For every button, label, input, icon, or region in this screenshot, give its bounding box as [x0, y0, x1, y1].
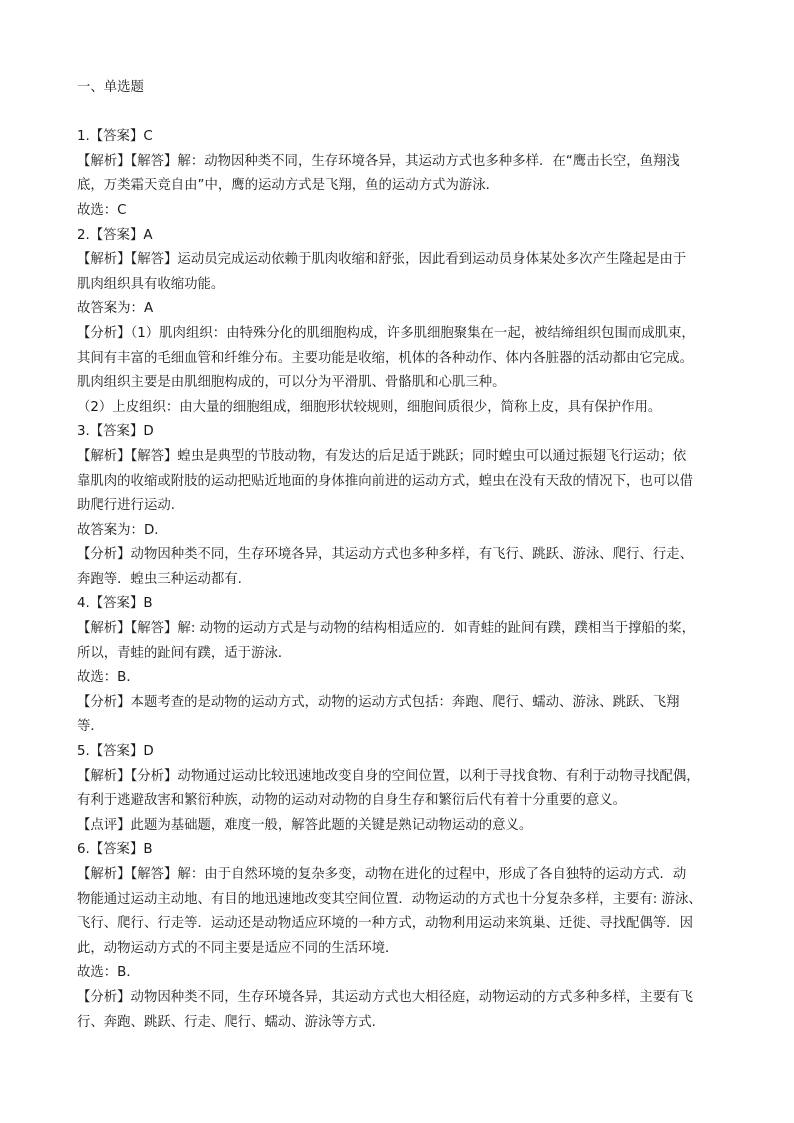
text-line: 物能通过运动主动地、有目的地迅速地改变其空间位置．动物运动的方式也十分复杂多样，主要有: 游泳、	[77, 891, 702, 907]
text-line: 1.【答案】C	[77, 129, 153, 145]
text-line: 【分析】（1）肌肉组织：由特殊分化的肌细胞构成，许多肌细胞聚集在一起，被结缔组织包围而成肌束，	[77, 325, 695, 341]
text-line: 行、奔跑、跳跃、行走、爬行、蠕动、游泳等方式.	[77, 1014, 376, 1030]
text-line: 【解析】【解答】运动员完成运动依赖于肌肉收缩和舒张，因此看到运动员身体某处多次产生隆起是由于	[77, 252, 687, 268]
text-line: 有利于逃避敌害和繁衍种族，动物的运动对动物的自身生存和繁衍后代有着十分重要的意义。	[77, 793, 627, 809]
text-line: 此，动物运动方式的不同主要是适应不同的生活环境．	[77, 940, 399, 956]
text-line: 肌肉组织主要是由肌细胞构成的，可以分为平滑肌、骨骼肌和心肌三种。	[77, 375, 506, 391]
text-line: 【解析】【解答】蝗虫是典型的节肢动物，有发达的后足适于跳跃；同时蝗虫可以通过振翅飞行运动；依	[77, 448, 687, 464]
text-line: 【解析】【解答】解：由于自然环境的复杂多变，动物在进化的过程中，形成了各自独特的运动方式．动	[77, 867, 687, 882]
text-line: 飞行、爬行、行走等．运动还是动物适应环境的一种方式，动物利用运动来筑巢、迁徙、寻找配偶等．因	[77, 916, 693, 932]
text-line: 6.【答案】B	[77, 842, 153, 858]
text-line: 【解析】【解答】解：动物因种类不同，生存环境各异，其运动方式也多种多样．在“鹰击长空，鱼翔浅	[77, 153, 680, 169]
text-line: （2）上皮组织：由大量的细胞组成，细胞形状较规则，细胞间质很少，简称上皮，具有保护作用。	[77, 399, 662, 415]
text-line: 【分析】动物因种类不同，生存环境各异，其运动方式也多种多样，有飞行、跳跃、游泳、爬行、行走、	[77, 547, 693, 563]
text-line: 【解析】【分析】动物通过运动比较迅速地改变自身的空间位置，以利于寻找食物、有利于动物寻找配偶，	[77, 768, 700, 784]
section-title: 一、单选题	[77, 80, 144, 95]
text-line: 助爬行进行运动.	[77, 498, 175, 514]
text-line: 故选：C	[77, 202, 127, 218]
text-line: 所以，青蛙的趾间有蹼，适于游泳．	[77, 645, 292, 661]
text-line: 故选：B．	[77, 965, 140, 981]
text-line: 肌肉组织具有收缩功能。	[77, 276, 225, 292]
text-line: 【解析】【解答】解: 动物的运动方式是与动物的结构相适应的．如青蛙的趾间有蹼，蹼相当于撑船的桨，	[77, 621, 696, 637]
text-line: 其间有丰富的毛细血管和纤维分布。主要功能是收缩，机体的各种动作、体内各脏器的活动都由它完成。	[77, 350, 693, 366]
text-line: 底，万类霜天竞自由”中，鹰的运动方式是飞翔，鱼的运动方式为游泳．	[77, 178, 500, 194]
text-line: 奔跑等．蝗虫三种运动都有.	[77, 571, 242, 587]
text-line: 故答案为：D.	[77, 522, 159, 538]
text-line: 等．	[77, 719, 104, 735]
text-line: 2.【答案】A	[77, 227, 153, 243]
text-line: 靠肌肉的收缩或附肢的运动把贴近地面的身体推向前进的运动方式，蝗虫在没有天敌的情况下，也可以借	[77, 473, 693, 489]
text-line: 3.【答案】D	[77, 424, 154, 440]
text-line: 【点评】此题为基础题，难度一般，解答此题的关键是熟记动物运动的意义。	[77, 817, 533, 833]
text-line: 【分析】本题考查的是动物的运动方式，动物的运动方式包括：奔跑、爬行、蠕动、游泳、跳跃、飞翔	[77, 694, 680, 710]
answer-body	[77, 101, 719, 1036]
text-line: 故选：B．	[77, 670, 140, 686]
text-line: 4.【答案】B	[77, 596, 153, 612]
text-line: 5.【答案】D	[77, 744, 154, 760]
spacer-line	[77, 101, 719, 126]
document-page	[77, 76, 719, 1035]
text-line: 【分析】动物因种类不同，生存环境各异，其运动方式也大相径庭，动物运动的方式多种多样，主要有飞	[77, 989, 693, 1005]
text-line: 故答案为：A	[77, 301, 154, 317]
